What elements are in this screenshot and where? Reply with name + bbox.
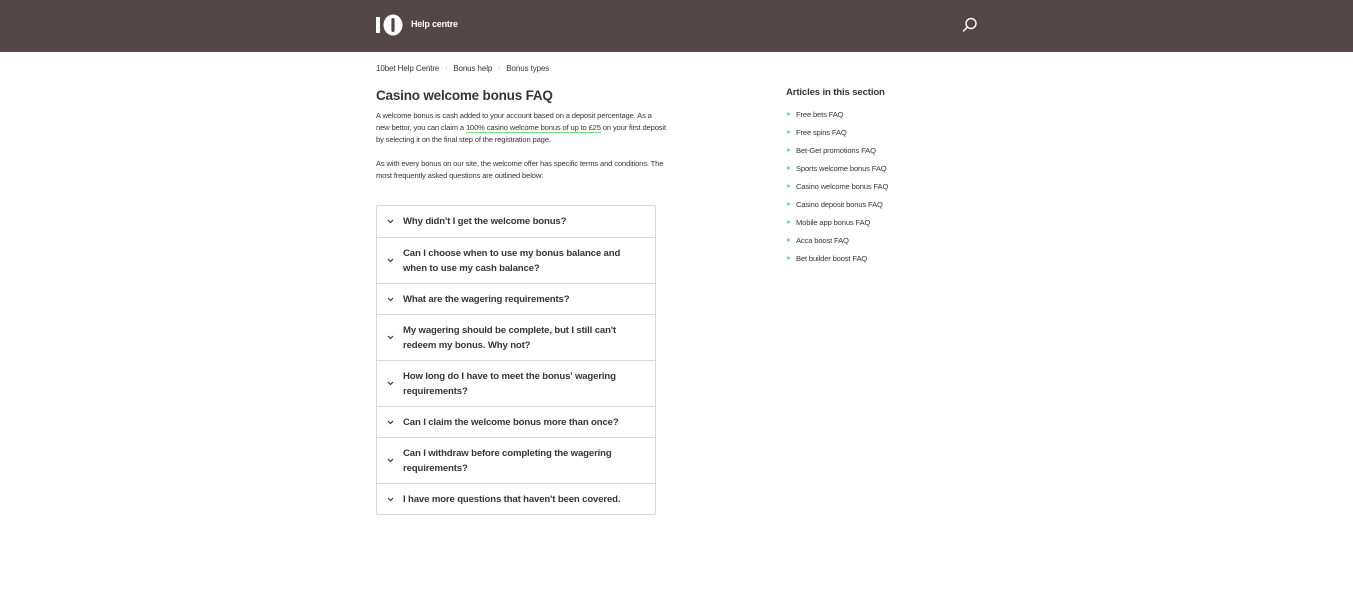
article-intro [376,110,666,194]
chevron-down-icon [386,495,395,504]
article-link[interactable]: Bet builder boost FAQ [796,253,868,263]
faq-item[interactable] [377,206,655,237]
intro-paragraph-2: As with every bonus on our site, the welcome offer has specific terms and conditions. The most frequently asked questions are outlined below: [376,159,664,180]
intro-paragraph-1 [376,110,666,146]
faq-item[interactable] [377,283,655,314]
article-link[interactable]: Mobile app bonus FAQ [796,217,871,227]
triangle-bullet-icon [786,183,792,189]
chevron-down-icon [386,256,395,265]
article-list-item[interactable] [786,141,986,159]
article-link[interactable]: Acca boost FAQ [796,235,849,245]
casino-welcome-bonus-link[interactable]: 100% casino welcome bonus of up to £25 [465,123,601,132]
article-link[interactable]: Casino welcome bonus FAQ [796,181,889,191]
section-sidebar [786,87,986,267]
article-list [786,105,986,267]
chevron-down-icon [386,418,395,427]
chevron-down-icon [386,217,395,226]
faq-question: How long do I have to meet the bonus' wagering requirements? [403,370,616,397]
triangle-bullet-icon [786,111,792,117]
article-list-item[interactable] [786,195,986,213]
faq-item[interactable] [377,406,655,437]
chevron-right-icon: › [445,65,448,72]
faq-question: What are the wagering requirements? [403,293,570,305]
search-icon[interactable] [961,16,979,34]
chevron-down-icon [386,379,395,388]
faq-item[interactable] [377,360,655,406]
chevron-down-icon [386,295,395,304]
sidebar-title: Articles in this section [786,87,885,98]
faq-item[interactable] [377,237,655,283]
article-link[interactable]: Sports welcome bonus FAQ [796,163,887,173]
chevron-down-icon [386,333,395,342]
article-link[interactable]: Casino deposit bonus FAQ [796,199,883,209]
site-header [0,0,1353,52]
breadcrumb [376,64,549,73]
faq-question: Can I claim the welcome bonus more than once? [403,416,619,428]
page-title: Casino welcome bonus FAQ [376,88,553,103]
breadcrumb-home[interactable]: 10bet Help Centre [376,64,440,73]
triangle-bullet-icon [786,237,792,243]
triangle-bullet-icon [786,219,792,225]
faq-accordion [376,205,656,515]
article-list-item[interactable] [786,105,986,123]
10bet-logo[interactable] [376,14,404,36]
breadcrumb-bonus-types[interactable]: Bonus types [506,64,550,73]
article-link[interactable]: Bet-Get promotions FAQ [796,145,876,155]
faq-question: Can I withdraw before completing the wagering requirements? [403,447,612,474]
faq-item[interactable] [377,483,655,514]
intro-text: on your first deposit by selecting it on the final step of the registration page. [376,123,666,144]
faq-question: Why didn't I get the welcome bonus? [403,216,567,227]
triangle-bullet-icon [786,129,792,135]
intro-text: A welcome bonus is cash added to your account based on a deposit percentage. As a new bettor, you can claim a [376,111,652,132]
chevron-down-icon [386,456,395,465]
article-list-item[interactable] [786,159,986,177]
article-list-item[interactable] [786,213,986,231]
faq-item[interactable] [377,437,655,483]
article-list-item[interactable] [786,177,986,195]
chevron-right-icon: › [498,65,501,72]
triangle-bullet-icon [786,201,792,207]
faq-question: Can I choose when to use my bonus balance and when to use my cash balance? [403,247,621,274]
breadcrumb-bonus-help[interactable]: Bonus help [453,64,493,73]
article-link[interactable]: Free bets FAQ [796,109,844,119]
article-list-item[interactable] [786,123,986,141]
help-centre-title[interactable]: Help centre [411,19,458,29]
article-list-item[interactable] [786,249,986,267]
triangle-bullet-icon [786,255,792,261]
faq-item[interactable] [377,314,655,360]
article-list-item[interactable] [786,231,986,249]
article-link[interactable]: Free spins FAQ [796,127,847,137]
triangle-bullet-icon [786,147,792,153]
faq-question: I have more questions that haven't been covered. [403,493,621,505]
triangle-bullet-icon [786,165,792,171]
faq-question: My wagering should be complete, but I still can't redeem my bonus. Why not? [403,324,616,351]
